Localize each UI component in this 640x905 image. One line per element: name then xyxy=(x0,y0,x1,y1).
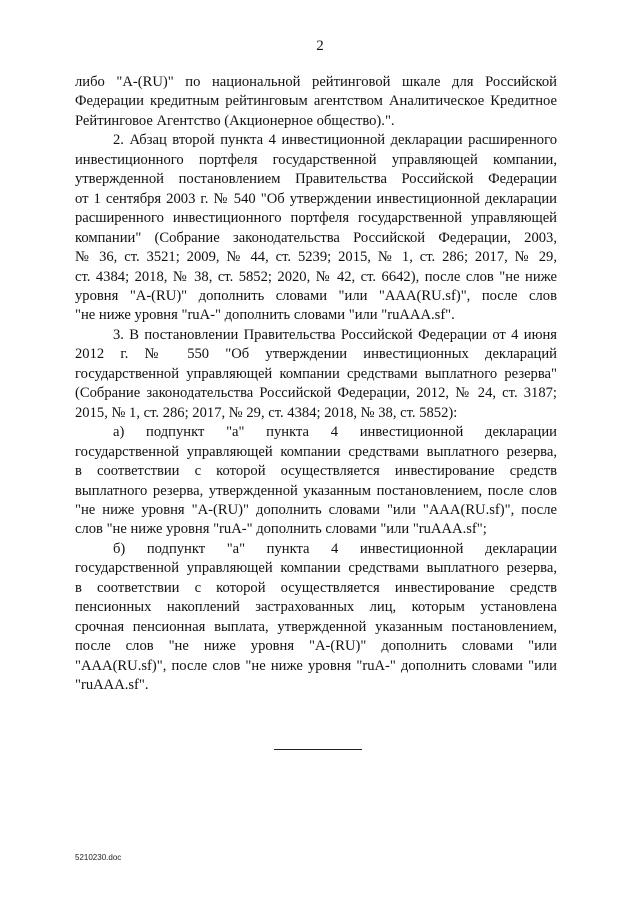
text-line: срочная пенсионная выплата, утвержденной указанным постановлением, xyxy=(75,618,557,635)
text-line: пенсионных накоплений застрахованных лиц, которым установлена xyxy=(75,599,557,616)
text-line: № 36, ст. 3521; 2009, № 44, ст. 5239; 2015, № 1, ст. 286; 2017, № 29, xyxy=(75,249,557,266)
text-line: 2015, № 1, ст. 286; 2017, № 29, ст. 4384; 2018, № 38, ст. 5852): xyxy=(75,404,458,421)
text-line: "ruAAA.sf". xyxy=(75,677,149,694)
text-line: 2. Абзац второй пункта 4 инвестиционной декларации расширенного xyxy=(113,132,557,149)
text-line: "не ниже уровня "ruA-" дополнить словами "или "ruAAA.sf". xyxy=(75,307,455,324)
text-line: либо "A-(RU)" по национальной рейтинговой шкале для Российской xyxy=(75,74,557,90)
text-line: Рейтинговое Агентство (Акционерное общество).". xyxy=(75,112,395,129)
text-line: а) подпункт "а" пункта 4 инвестиционной декларации xyxy=(113,424,557,441)
text-line: уровня "A-(RU)" дополнить словами "или "AAA(RU.sf)", после слов xyxy=(75,287,557,304)
text-line: расширенного инвестиционного портфеля государственной управляющей xyxy=(75,210,557,227)
text-line: "AAA(RU.sf)", после слов "не ниже уровня "ruA-" дополнить словами "или xyxy=(75,657,557,674)
text-line: компании" (Собрание законодательства Российской Федерации, 2003, xyxy=(75,229,557,246)
text-line: государственной управляющей компании средствами выплатного резерва, xyxy=(75,560,557,577)
text-line: (Собрание законодательства Российской Федерации, 2012, № 24, ст. 3187; xyxy=(75,385,557,402)
document-code: 5210230.doc xyxy=(75,853,122,862)
text-line: инвестиционного портфеля государственной управляющей компании, xyxy=(75,151,557,168)
text-line: в соответствии с которой осуществляется инвестирование средств xyxy=(75,463,557,480)
text-line: выплатного резерва, утвержденной указанным постановлением, после слов xyxy=(75,482,557,499)
page-number: 2 xyxy=(316,38,324,54)
text-line: 3. В постановлении Правительства Российской Федерации от 4 июня xyxy=(113,326,557,343)
text-line: слов "не ниже уровня "ruA-" дополнить словами "или "ruAAA.sf"; xyxy=(75,521,487,538)
document-body xyxy=(75,73,557,696)
text-line: в соответствии с которой осуществляется инвестирование средств xyxy=(75,579,557,596)
text-line: Федерации кредитным рейтинговым агентством Аналитическое Кредитное xyxy=(75,93,557,110)
text-line: ст. 4384; 2018, № 38, ст. 5852; 2020, № 42, ст. 6642), после слов "не ниже xyxy=(75,268,557,285)
text-line: "не ниже уровня "A-(RU)" дополнить словами "или "AAA(RU.sf)", после xyxy=(75,501,557,518)
text-line: государственной управляющей компании средствами выплатного резерва, xyxy=(75,443,557,460)
text-line: 2012 г. № 550 "Об утверждении инвестиционных деклараций xyxy=(75,346,557,363)
closing-divider xyxy=(274,749,362,750)
text-line: от 1 сентября 2003 г. № 540 "Об утверждении инвестиционной декларации xyxy=(75,190,557,207)
text-line: после слов "не ниже уровня "A-(RU)" дополнить словами "или xyxy=(75,638,557,655)
text-line: государственной управляющей компании средствами выплатного резерва" xyxy=(75,365,557,382)
text-line: б) подпункт "а" пункта 4 инвестиционной декларации xyxy=(113,540,557,557)
text-line: утвержденной постановлением Правительства Российской Федерации xyxy=(75,171,557,188)
